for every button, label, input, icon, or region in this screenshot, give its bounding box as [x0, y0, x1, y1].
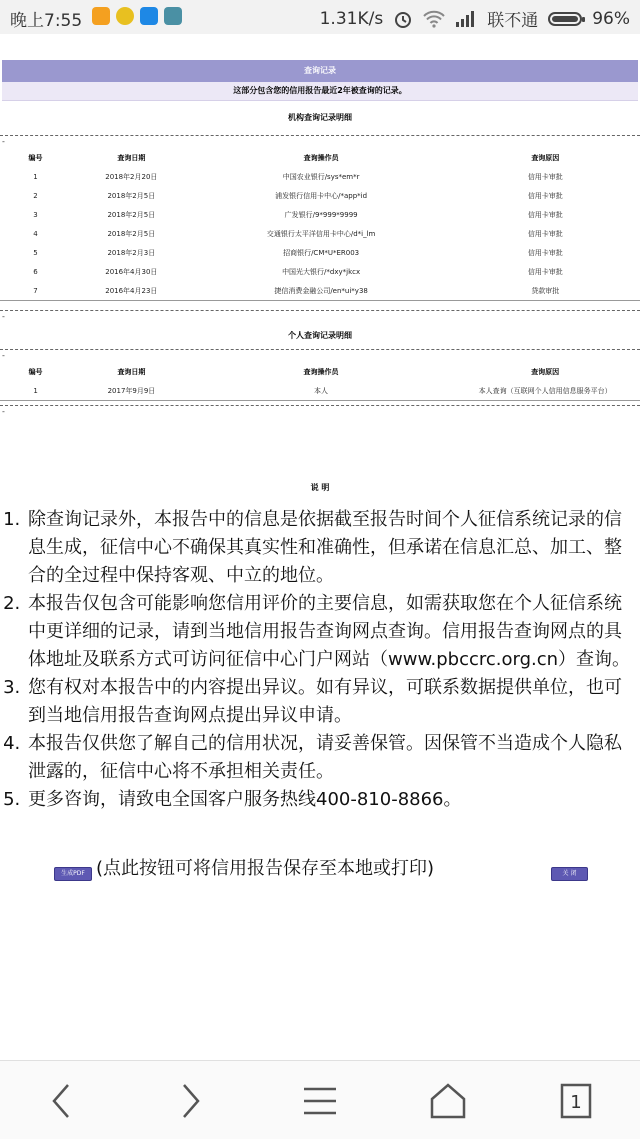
dash-marker: -	[2, 351, 5, 360]
table-cell: 2018年2月5日	[107, 210, 156, 219]
table-cell: 广发银行/9*999*9999	[284, 210, 358, 219]
table-cell: 2016年4月23日	[71, 281, 192, 301]
table-cell: 2018年2月5日	[107, 191, 156, 200]
table-row	[0, 224, 640, 243]
table-cell: 信用卡审批	[527, 229, 563, 238]
personal-query-table	[0, 362, 640, 401]
table-cell: 4	[33, 229, 38, 238]
section-subtitle: 这部分包含您的信用报告最近2年被查询的记录。	[2, 82, 638, 101]
close-button[interactable]: 关 闭	[551, 867, 588, 881]
action-row	[0, 852, 640, 886]
table-cell: 信用卡审批	[527, 191, 563, 200]
network-speed: 1.31K/s	[319, 8, 384, 29]
tabs-icon	[552, 1077, 600, 1125]
column-header: 查询原因	[531, 153, 560, 162]
table-cell: 信用卡审批	[527, 172, 563, 181]
query-records-section	[0, 60, 640, 418]
table-cell: 贷款审批	[451, 281, 640, 301]
section-title: 查询记录	[2, 60, 638, 82]
table-cell: 2016年4月30日	[105, 267, 158, 276]
menu-button[interactable]	[296, 1077, 344, 1125]
alarm-icon	[393, 9, 413, 29]
table-cell: 招商银行/CM*U*ER003	[283, 248, 360, 257]
alipay-icon	[140, 7, 158, 25]
app-notification-icon	[92, 7, 110, 25]
personal-query-title: 个人查询记录明细	[288, 331, 352, 340]
chevron-right-icon	[166, 1077, 214, 1125]
table-cell: 2018年2月3日	[107, 248, 156, 257]
table-cell: 2018年2月5日	[107, 229, 156, 238]
battery-percent: 96%	[592, 8, 630, 29]
column-header: 查询日期	[117, 367, 146, 376]
signal-icon	[455, 10, 477, 28]
explanation-item: 3. 您有权对本报告中的内容提出异议。如有异议，可联系数据提供单位，也可到当地信用报告查询网点提出异议申请。	[26, 674, 636, 730]
pdf-hint: (点此按钮可将信用报告保存至本地或打印)	[96, 858, 435, 879]
table-cell: 信用卡审批	[527, 210, 563, 219]
game-notification-icon	[116, 7, 134, 25]
table-cell: 信用卡审批	[527, 267, 563, 276]
column-header: 查询原因	[531, 367, 560, 376]
table-cell: 2	[33, 191, 38, 200]
table-cell: 1	[0, 381, 71, 401]
column-header: 编号	[28, 367, 43, 376]
explanation-item: 5. 更多咨询，请致电全国客户服务热线400-810-8866。	[26, 786, 636, 814]
table-cell: 交通银行太平洋信用卡中心/d*i_lm	[266, 229, 376, 238]
tabs-button[interactable]	[552, 1077, 600, 1125]
table-cell: 2017年9月9日	[71, 381, 192, 401]
explanation-list	[4, 506, 636, 814]
dash-marker: -	[2, 137, 5, 146]
table-cell: 浦发银行信用卡中心/*app*id	[275, 191, 368, 200]
table-row	[0, 186, 640, 205]
explanation-item: 2. 本报告仅包含可能影响您信用评价的主要信息，如需获取您在个人征信系统中更详细的记录，请到当地信用报告查询网点查询。信用报告查询网点的具体地址及联系方式可访问征信中心门户网站（www.pbccrc.org.cn）查询。	[26, 590, 636, 674]
table-cell: 中国农业银行/sys*em*r	[282, 172, 360, 181]
table-cell: 7	[0, 281, 71, 301]
table-row	[0, 167, 640, 186]
table-cell: 捷信消费金融公司/en*ui*y38	[192, 281, 451, 301]
generate-pdf-button[interactable]: 生成PDF	[54, 867, 92, 881]
column-header: 编号	[28, 153, 43, 162]
explanation-item: 1. 除查询记录外，本报告中的信息是依据截至报告时间个人征信系统记录的信息生成，征信中心不确保其真实性和准确性，但承诺在信息汇总、加工、整合的全过程中保持客观、中立的地位。	[26, 506, 636, 590]
explanation-item: 4. 本报告仅供您了解自己的信用状况，请妥善保管。因保管不当造成个人隐私泄露的，征信中心将不承担相关责任。	[26, 730, 636, 786]
table-cell: 2018年2月20日	[105, 172, 158, 181]
status-time: 晚上7:55	[10, 11, 83, 31]
table-row	[0, 243, 640, 262]
back-button[interactable]	[38, 1077, 86, 1125]
dash-marker: -	[2, 312, 5, 321]
forward-button[interactable]	[166, 1077, 214, 1125]
explanation-title: 说 明	[310, 483, 330, 492]
carrier-name: 联不通	[487, 11, 539, 31]
chevron-left-icon	[38, 1077, 86, 1125]
table-cell: 3	[33, 210, 38, 219]
column-header: 查询操作员	[303, 153, 339, 162]
table-row	[0, 281, 640, 301]
column-header: 查询日期	[117, 153, 146, 162]
table-cell: 6	[33, 267, 38, 276]
institution-query-title: 机构查询记录明细	[288, 113, 352, 122]
message-icon	[164, 7, 182, 25]
battery-icon	[548, 12, 582, 26]
browser-nav-bar	[0, 1060, 640, 1139]
dash-marker: -	[2, 407, 5, 416]
table-cell: 本人查询（互联网个人信用信息服务平台）	[450, 381, 640, 401]
table-cell: 信用卡审批	[527, 248, 563, 257]
tab-count: 1	[570, 1092, 582, 1113]
table-cell: 本人	[192, 381, 451, 401]
table-cell: 1	[33, 172, 38, 181]
institution-query-table	[0, 148, 640, 301]
table-cell: 5	[33, 248, 38, 257]
table-row	[0, 381, 640, 401]
status-bar	[0, 0, 640, 34]
table-cell: 中国光大银行/*dxy*jkcx	[282, 267, 361, 276]
menu-icon	[296, 1077, 344, 1125]
home-icon	[424, 1077, 472, 1125]
table-row	[0, 205, 640, 224]
table-row	[0, 262, 640, 281]
wifi-icon	[423, 10, 445, 28]
home-button[interactable]	[424, 1077, 472, 1125]
column-header: 查询操作员	[303, 367, 339, 376]
